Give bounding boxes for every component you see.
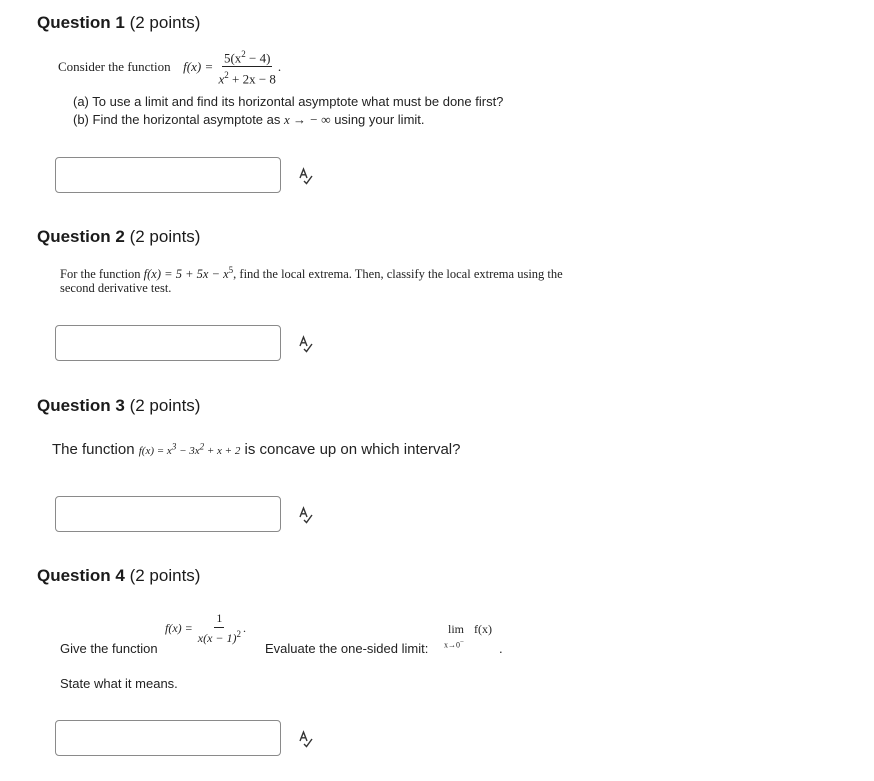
part-b-math: x → − ∞ [284, 112, 331, 127]
spellcheck-icon[interactable] [296, 729, 316, 749]
answer-field-4[interactable] [55, 720, 281, 756]
question-points: (2 points) [129, 227, 201, 246]
spellcheck-icon[interactable] [296, 505, 316, 525]
question-3-prompt [52, 441, 461, 458]
prompt-text: For the function [60, 267, 141, 282]
limit-expression [448, 622, 492, 637]
numerator: 1 [214, 611, 224, 628]
question-4-title [37, 566, 200, 586]
limit-subscript [444, 638, 464, 650]
limit-side: − [460, 638, 464, 646]
question-1-prompt [58, 47, 281, 87]
limit-approach: x→0 [444, 640, 460, 650]
numerator-part: − 4) [245, 50, 271, 66]
question-title-text: Question 2 [37, 227, 125, 246]
function-fraction: $\frac{5(x^2 - 4)}{x^2 + 2x - 8}$ [218, 49, 276, 87]
prompt-text: is concave up on which interval? [244, 441, 461, 458]
numerator-part: 5(x [223, 50, 242, 66]
question-2-title [37, 227, 200, 247]
prompt-text: Consider the function [58, 58, 171, 74]
function-fraction [196, 611, 243, 646]
function-part: + x + 2 [204, 445, 241, 457]
limit-label: lim [448, 622, 465, 636]
question-2-prompt [60, 265, 563, 282]
period: . [243, 621, 246, 635]
function-label: f(x) = [165, 621, 193, 635]
question-title-text: Question 1 [37, 13, 125, 32]
prompt-text: The function [52, 441, 135, 458]
question-4-give: Give the function [60, 641, 158, 656]
period: . [277, 58, 282, 74]
function-label: f(x) = [183, 58, 214, 74]
trailing-period: . [499, 641, 503, 656]
exponent: 2 [236, 629, 241, 639]
answer-field-1[interactable] [55, 157, 281, 193]
question-points: (2 points) [129, 566, 201, 585]
question-1-part-b [73, 112, 425, 128]
answer-field-3[interactable] [55, 496, 281, 532]
function-part: − 3x [176, 445, 200, 457]
question-2-prompt-line2: second derivative test. [60, 281, 172, 295]
exponent: 5 [228, 265, 234, 275]
denominator-part: + 2x − 8 [228, 71, 276, 87]
function-expression [138, 441, 241, 457]
limit-function: f(x) [474, 622, 493, 636]
part-b-text: using your limit. [334, 112, 425, 127]
denominator-part: x(x − 1) [197, 631, 237, 645]
question-1-title [37, 13, 200, 33]
question-title-text: Question 3 [37, 396, 125, 415]
function-expression: f(x) = 5 + 5x − x [143, 267, 229, 282]
question-points: (2 points) [129, 13, 201, 32]
part-b-text: (b) Find the horizontal asymptote as [73, 112, 281, 127]
spellcheck-icon[interactable] [296, 334, 316, 354]
spellcheck-icon[interactable] [296, 166, 316, 186]
question-points: (2 points) [129, 396, 201, 415]
exponent: 2 [199, 441, 205, 452]
exponent: 3 [171, 441, 177, 452]
question-4-evaluate: Evaluate the one-sided limit: [265, 641, 429, 656]
question-1-part-a: (a) To use a limit and find its horizontal asymptote what must be done first? [73, 94, 504, 109]
question-3-title [37, 396, 200, 416]
answer-field-2[interactable] [55, 325, 281, 361]
question-title-text: Question 4 [37, 566, 125, 585]
denominator-part: x [218, 71, 225, 87]
function-part: f(x) = x [138, 445, 172, 457]
question-4-function [165, 611, 246, 646]
question-4-state: State what it means. [60, 676, 178, 691]
prompt-text: , find the local extrema. Then, classify the local extrema using the [233, 267, 563, 282]
